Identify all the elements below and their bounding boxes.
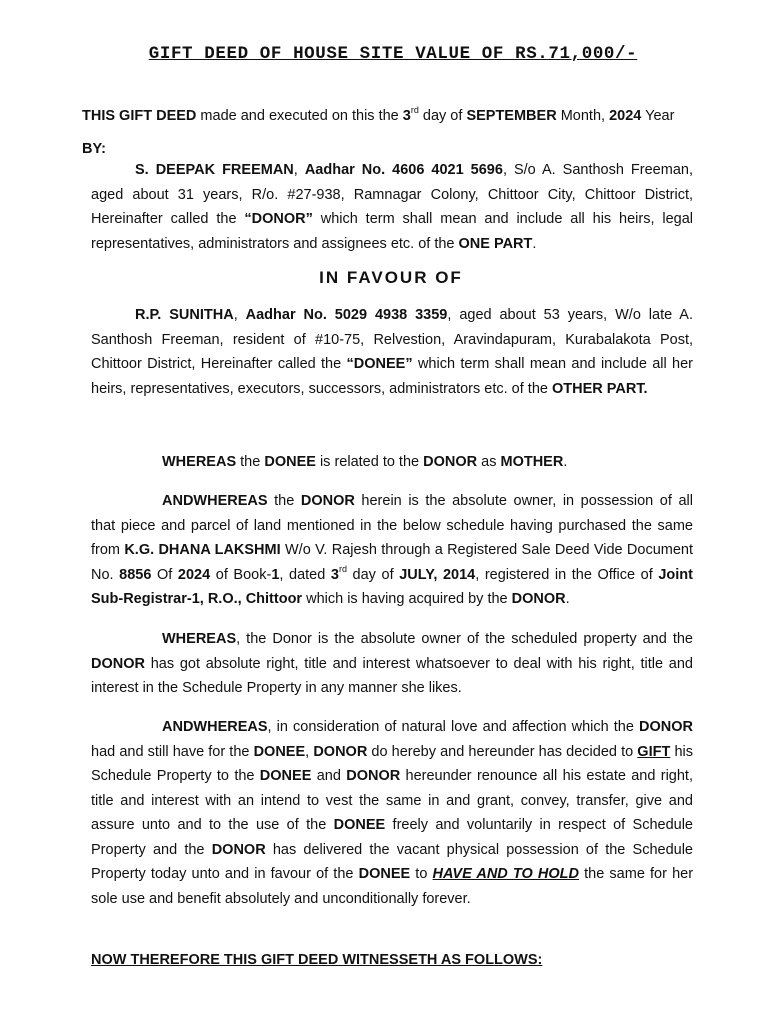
whereas-relation-paragraph: WHEREAS the DONEE is related to the DONOR as MOTHER. — [162, 454, 568, 470]
in-favour-heading: IN FAVOUR OF — [319, 268, 463, 287]
whereas-gift-paragraph: ANDWHEREAS, in consideration of natural love and affection which the DONOR had and still have for the DONEE, DONOR do hereby and hereunder has decided to GIFT his Schedule Property to the DONEE and DONOR hereunder renounce all his estate and right, title and interest with an intend to vest the same in and grant, convey, transfer, give and assure unto and to the use of the DONEE freely and voluntarily in respect of Schedule Property and the DONOR has delivered the vacant physical possession of the Schedule Property today unto and in favour of the DONEE to HAVE AND TO HOLD the same for her sole use and benefit absolutely and unconditionally forever. — [91, 719, 694, 907]
donee-paragraph: R.P. SUNITHA, Aadhar No. 5029 4938 3359, aged about 53 years, W/o late A. Santhosh Freeman, resident of #10-75, Relvestion, Aravindapuram, Kurabalakota Post, Chittoor District, Hereinafter called the “DONEE” which term shall mean and include all her heirs, representatives, executors, successors, administrators etc. of the OTHER PART. — [91, 307, 694, 397]
donor-paragraph: S. DEEPAK FREEMAN, Aadhar No. 4606 4021 5696, S/o A. Santhosh Freeman, aged about 31 years, R/o. #27-938, Ramnagar Colony, Chittoor City, Chittoor District, Hereinafter called the “DONOR” which term shall mean and include all his heirs, legal representatives, administrators and assignees etc. of the ONE PART. — [91, 162, 694, 252]
whereas-ownership-paragraph: ANDWHEREAS the DONOR herein is the absolute owner, in possession of all that piece and parcel of land mentioned in the below schedule having purchased the same from K.G. DHANA LAKSHMI W/o V. Rajesh through a Registered Sale Deed Vide Document No. 8856 Of 2024 of Book-1, dated 3rd day of JULY, 2014, registered in the Office of Joint Sub-Registrar-1, R.O., Chittoor which is having acquired by the DONOR. — [91, 493, 694, 607]
now-therefore-heading: NOW THEREFORE THIS GIFT DEED WITNESSETH AS FOLLOWS: — [91, 952, 543, 968]
whereas-rights-paragraph: WHEREAS, the Donor is the absolute owner of the scheduled property and the DONOR has got absolute right, title and interest whatsoever to deal with his right, title and interest in the Schedule Property in any manner she likes. — [91, 631, 693, 696]
by-label: BY: — [82, 141, 106, 157]
intro-line: THIS GIFT DEED made and executed on this the 3rd day of SEPTEMBER Month, 2024 Year — [82, 105, 675, 124]
deed-title: GIFT DEED OF HOUSE SITE VALUE OF RS.71,000/- — [148, 44, 638, 64]
